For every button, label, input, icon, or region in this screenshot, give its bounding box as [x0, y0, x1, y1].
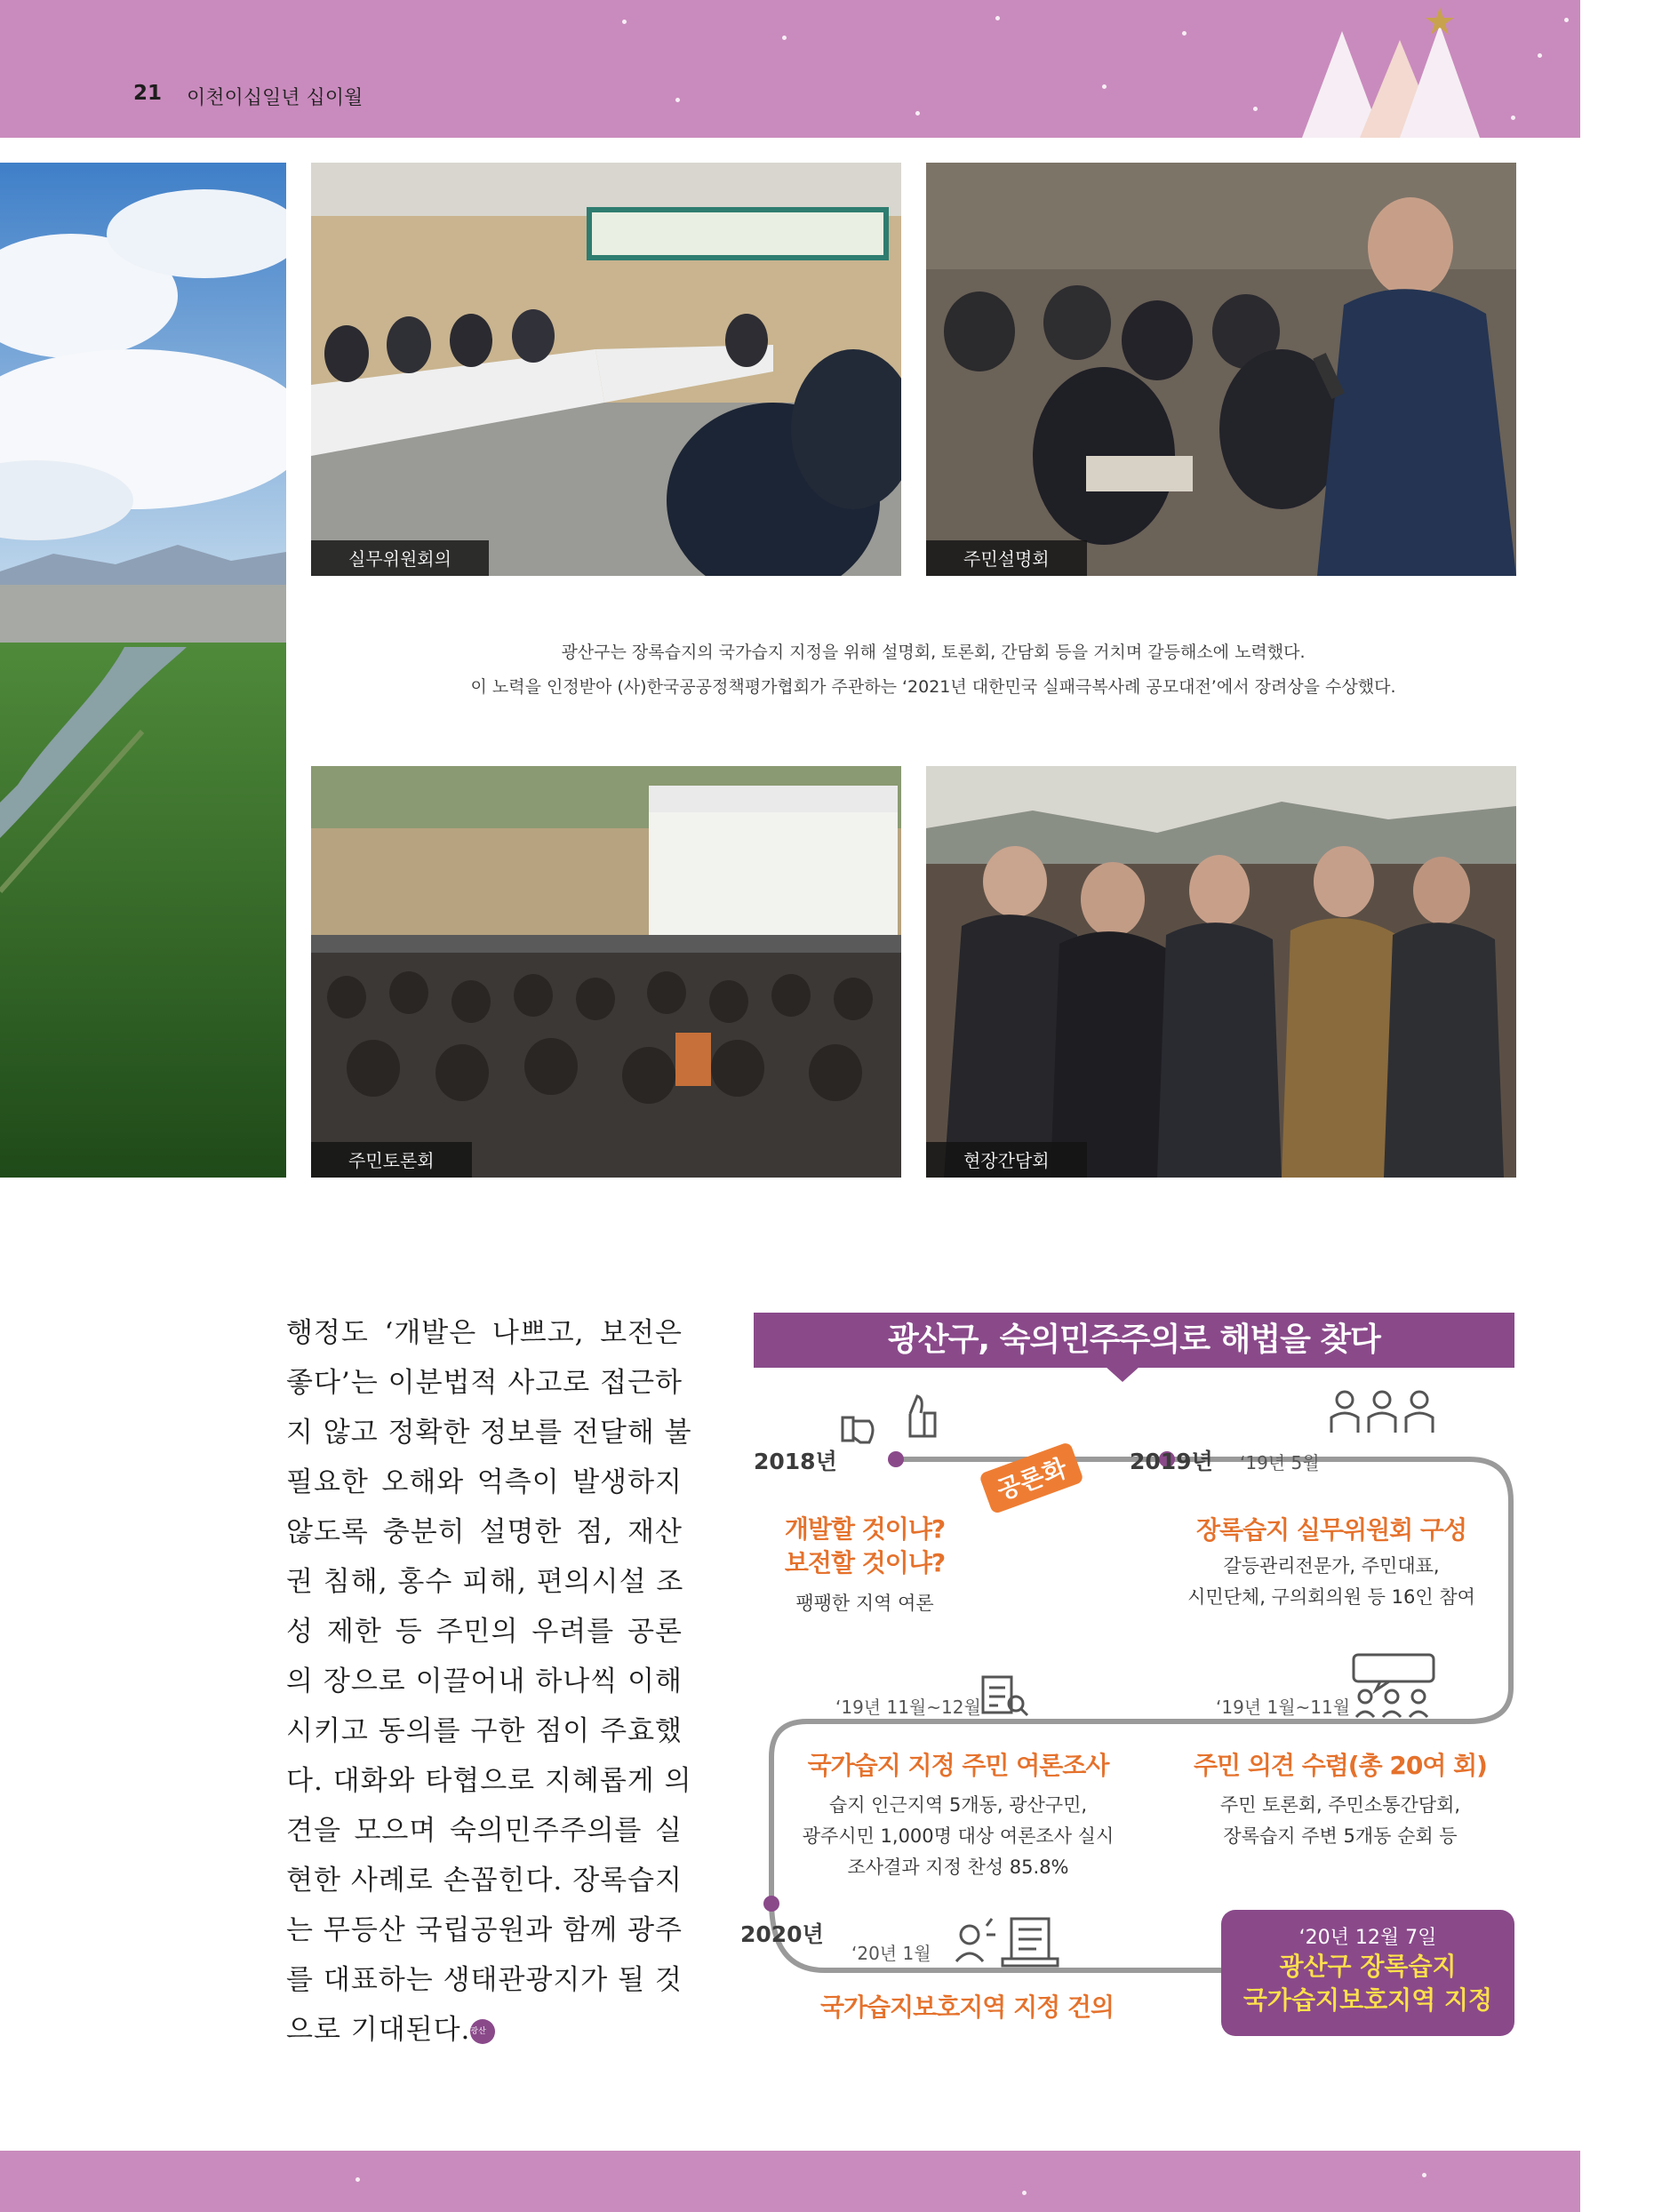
final-date: ‘20년 12월 7일 — [1298, 1927, 1437, 1949]
article-line: 지 않고 정확한 정보를 전달해 불 — [286, 1417, 692, 1449]
public-debate-tag: 공론화 — [979, 1441, 1084, 1514]
year-2018: 2018년 — [754, 1449, 837, 1474]
final-result-box — [1221, 1910, 1514, 2036]
report-icon — [956, 1919, 1058, 1966]
article-line: 의 장으로 이끌어내 하나씩 이해 — [286, 1665, 683, 1697]
photo-caption: 주민토론회 — [311, 1142, 472, 1178]
photo-note-line: 광산구는 장록습지의 국가습지 지정을 위해 설명회, 토론회, 간담회 등을 거치며 갈등해소에 노력했다. — [561, 643, 1306, 662]
photo-working-committee — [311, 163, 901, 576]
landscape-photo — [0, 163, 286, 1178]
article-line: 않도록 충분히 설명한 점, 재산 — [286, 1516, 683, 1548]
photo-note — [286, 635, 1580, 705]
article-line: 필요한 오해와 억측이 발생하지 — [286, 1466, 683, 1498]
step1-heading-line: 보전할 것이냐? — [784, 1548, 946, 1577]
article-line-last — [286, 2005, 683, 2055]
step1-heading-line: 개발할 것이냐? — [784, 1514, 946, 1544]
step3-period: ‘19년 1월~11월 — [1216, 1697, 1351, 1718]
article-line: 권 침해, 홍수 피해, 편의시설 조 — [286, 1566, 684, 1598]
step4-desc-line: 광주시민 1,000명 대상 여론조사 실시 — [802, 1825, 1115, 1847]
step4-desc-line: 조사결과 지정 찬성 85.8% — [847, 1857, 1069, 1878]
step1-desc: 팽팽한 지역 여론 — [795, 1593, 934, 1614]
step2-desc — [1154, 1551, 1509, 1613]
thumbs-icon — [843, 1396, 935, 1442]
photo-resident-forum — [311, 766, 901, 1178]
photo-resident-briefing — [926, 163, 1516, 576]
discussion-icon — [1354, 1655, 1434, 1717]
step5-heading: 국가습지보호지역 지정 건의 — [819, 1992, 1115, 2022]
final-text: 광산구 장록습지 — [1279, 1952, 1457, 1981]
article-line: 다. 대화와 타협으로 지혜롭게 의 — [286, 1765, 692, 1797]
infographic-title: 광산구, 숙의민주주의로 해법을 찾다 — [754, 1313, 1514, 1368]
process-infographic — [740, 1313, 1514, 2041]
page-margin — [1580, 0, 1662, 2212]
step2-desc-line: 시민단체, 구의회의원 등 16인 참여 — [1187, 1586, 1475, 1608]
photo-field-meeting — [926, 766, 1516, 1178]
article-line: 를 대표하는 생태관광지가 될 것 — [286, 1964, 683, 1996]
article-line: 시키고 동의를 구한 점이 주효했 — [286, 1715, 683, 1747]
article-line: 견을 모으며 숙의민주주의를 실 — [286, 1815, 683, 1847]
step3-desc-line: 장록습지 주변 5개동 순회 등 — [1223, 1825, 1458, 1847]
end-mark-icon: 광산 — [470, 2019, 495, 2044]
step3-heading: 주민 의견 수렴(총 20여 회) — [1194, 1751, 1487, 1780]
year-2019: 2019년 — [1130, 1449, 1213, 1474]
people-icon — [1331, 1392, 1433, 1433]
page-number: 21 — [133, 82, 163, 105]
step2-period: ‘19년 5월 — [1240, 1452, 1320, 1473]
article-body — [286, 1308, 692, 2055]
year-2020: 2020년 — [740, 1921, 824, 1947]
christmas-trees-icon — [1293, 0, 1524, 138]
article-line: 좋다’는 이분법적 사고로 접근하 — [286, 1367, 683, 1399]
step2-heading: 장록습지 실무위원회 구성 — [1195, 1515, 1467, 1545]
page-footer — [0, 2151, 1580, 2212]
article-line: 성 제한 등 주민의 우려를 공론 — [286, 1616, 683, 1648]
step3-desc-line: 주민 토론회, 주민소통간담회, — [1219, 1794, 1461, 1816]
step4-desc — [780, 1790, 1136, 1883]
photo-caption: 현장간담회 — [926, 1142, 1087, 1178]
article-line: 현한 사례로 손꼽힌다. 장록습지 — [286, 1865, 683, 1897]
photo-note-line: 이 노력을 인정받아 (사)한국공공정책평가협회가 주관하는 ‘2021년 대한민국 실패극복사례 공모대전’에서 장려상을 수상했다. — [470, 677, 1396, 697]
photo-caption: 주민설명회 — [926, 540, 1087, 576]
step4-heading: 국가습지 지정 주민 여론조사 — [807, 1751, 1109, 1780]
step4-desc-line: 습지 인근지역 5개동, 광산구민, — [828, 1794, 1088, 1816]
final-text: 국가습지보호지역 지정 — [1243, 1985, 1493, 2015]
step2-desc-line: 갈등관리전문가, 주민대표, — [1223, 1555, 1440, 1577]
article-line: 는 무등산 국립공원과 함께 광주 — [286, 1914, 683, 1946]
photo-caption: 실무위원회의 — [311, 540, 489, 576]
issue-title: 이천이십일년 십이월 — [187, 87, 364, 109]
survey-icon — [983, 1677, 1027, 1715]
step1-heading — [754, 1513, 976, 1580]
page-header — [0, 0, 1580, 138]
step3-desc — [1171, 1790, 1509, 1852]
article-line: 으로 기대된다. — [286, 2014, 471, 2046]
step5-period: ‘20년 1월 — [851, 1943, 931, 1964]
step4-period: ‘19년 11월~12월 — [835, 1697, 981, 1718]
article-line: 행정도 ‘개발은 나쁘고, 보전은 — [286, 1317, 683, 1349]
